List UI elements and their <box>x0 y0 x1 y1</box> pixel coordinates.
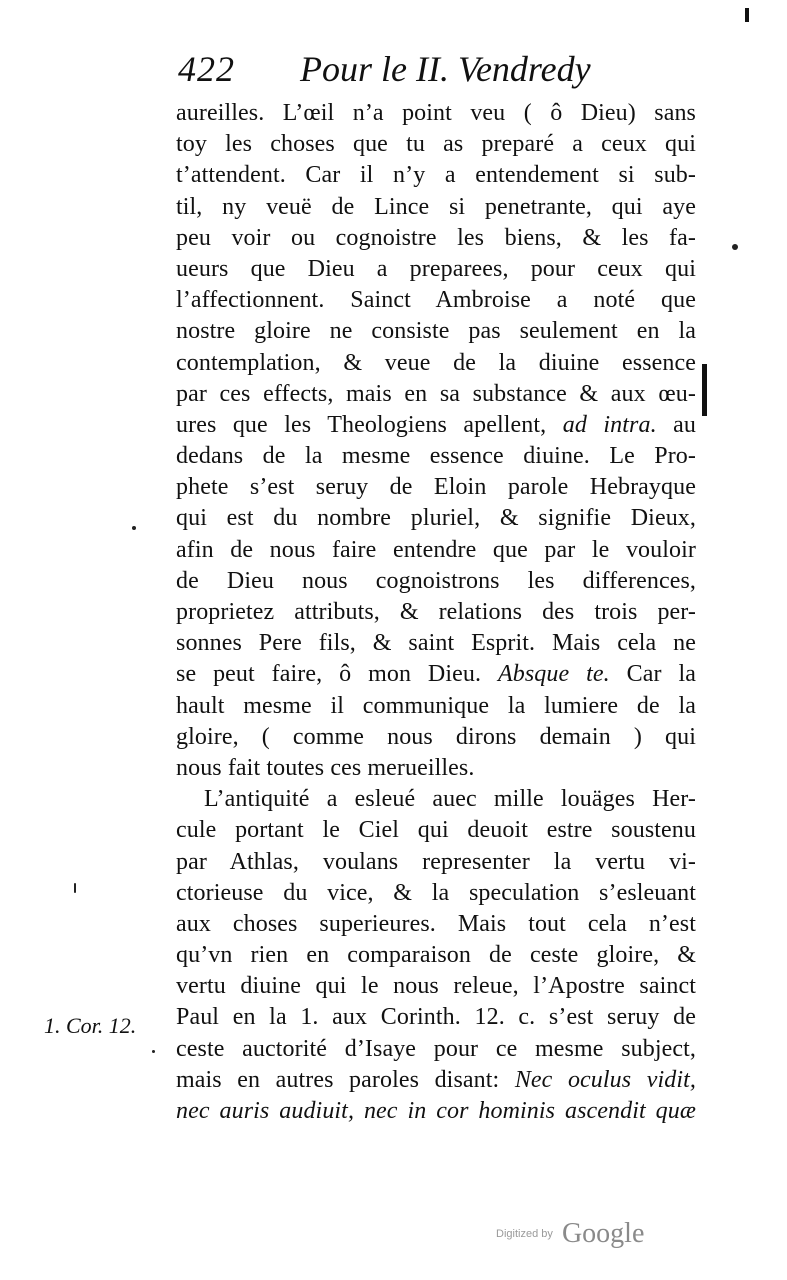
ink-speck <box>732 244 738 250</box>
text-segment: Car la <box>626 661 696 688</box>
text-segment: au <box>673 411 696 438</box>
text-line: nous fait toutes ces merueilles. <box>176 754 475 781</box>
text-line: sonnes Pere fils, & saint Esprit. Mais cela ne <box>176 630 696 657</box>
text-line: par Athlas, voulans representer la vertu vi- <box>176 848 696 875</box>
text-line: contemplation, & veue de la diuine essence <box>176 349 696 376</box>
text-line: afin de nous faire entendre que par le vouloir <box>176 536 696 563</box>
text-line <box>176 410 696 441</box>
text-line: toy les choses que tu as preparé a ceux qui <box>176 131 696 158</box>
ink-speck <box>132 526 136 530</box>
ink-speck <box>74 883 76 893</box>
italic-phrase: Absque te. <box>497 661 610 688</box>
text-segment: ures que les Theologiens apellent, <box>176 411 547 438</box>
ink-speck <box>152 1050 155 1053</box>
text-segment: mais en autres paroles disant: <box>176 1066 500 1093</box>
margin-note: 1. Cor. 12. <box>44 1013 137 1038</box>
page-header <box>178 48 698 98</box>
text-line: qui est du nombre pluriel, & signifie Dieux, <box>176 505 696 532</box>
text-line <box>176 1065 696 1096</box>
text-line <box>176 659 696 690</box>
text-line: nostre gloire ne consiste pas seulement en la <box>176 318 696 345</box>
text-line: proprietez attributs, & relations des trois per- <box>176 599 696 625</box>
text-line: de Dieu nous cognoistrons les differences, <box>176 567 696 594</box>
watermark-label: Digitized by <box>496 1228 553 1240</box>
text-line: hault mesme il communique la lumiere de la <box>176 692 696 719</box>
body-text <box>176 98 696 1127</box>
text-line: til, ny veuë de Lince si penetrante, qui aye <box>176 193 696 220</box>
edge-mark <box>745 8 749 22</box>
text-line: aureilles. L’œil n’a point veu ( ô Dieu) sans <box>176 100 696 126</box>
text-line: phete s’est seruy de Eloin parole Hebrayque <box>176 474 696 501</box>
text-line: qu’vn rien en comparaison de ceste gloire, & <box>176 942 696 969</box>
google-logo: Google <box>561 1218 645 1249</box>
italic-phrase: Nec oculus vidit, <box>514 1066 696 1093</box>
margin-mark <box>702 364 707 416</box>
running-title: Pour le II. Vendredy <box>300 49 591 89</box>
text-line: nec auris audiuit, nec in cor hominis ascendit quæ <box>176 1098 696 1124</box>
text-line: aux choses superieures. Mais tout cela n’est <box>176 910 696 937</box>
text-line: L’antiquité a esleué auec mille louäges Her- <box>204 786 696 813</box>
text-line: cule portant le Ciel qui deuoit estre soustenu <box>176 817 696 844</box>
text-segment: se peut faire, ô mon Dieu. <box>176 661 482 688</box>
text-line: gloire, ( comme nous dirons demain ) qui <box>176 723 696 750</box>
text-line: peu voir ou cognoistre les biens, & les fa- <box>176 224 696 251</box>
digitization-watermark <box>496 1218 666 1258</box>
italic-phrase: ad intra. <box>562 411 657 438</box>
text-line: dedans de la mesme essence diuine. Le Pro- <box>176 443 696 470</box>
text-line: vertu diuine qui le nous releue, l’Apostre sainct <box>176 973 696 1000</box>
text-line: par ces effects, mais en sa substance & aux œu- <box>176 380 696 407</box>
text-line: l’affectionnent. Sainct Ambroise a noté que <box>176 287 696 314</box>
page-number: 422 <box>178 49 235 89</box>
text-line: t’attendent. Car il n’y a entendement si sub- <box>176 162 696 189</box>
text-line: ueurs que Dieu a preparees, pour ceux qui <box>176 255 696 282</box>
text-line: Paul en la 1. aux Corinth. 12. c. s’est seruy de <box>176 1004 696 1031</box>
text-line: ctorieuse du vice, & la speculation s’esleuant <box>176 879 696 906</box>
text-line: ceste auctorité d’Isaye pour ce mesme subject, <box>176 1035 696 1062</box>
